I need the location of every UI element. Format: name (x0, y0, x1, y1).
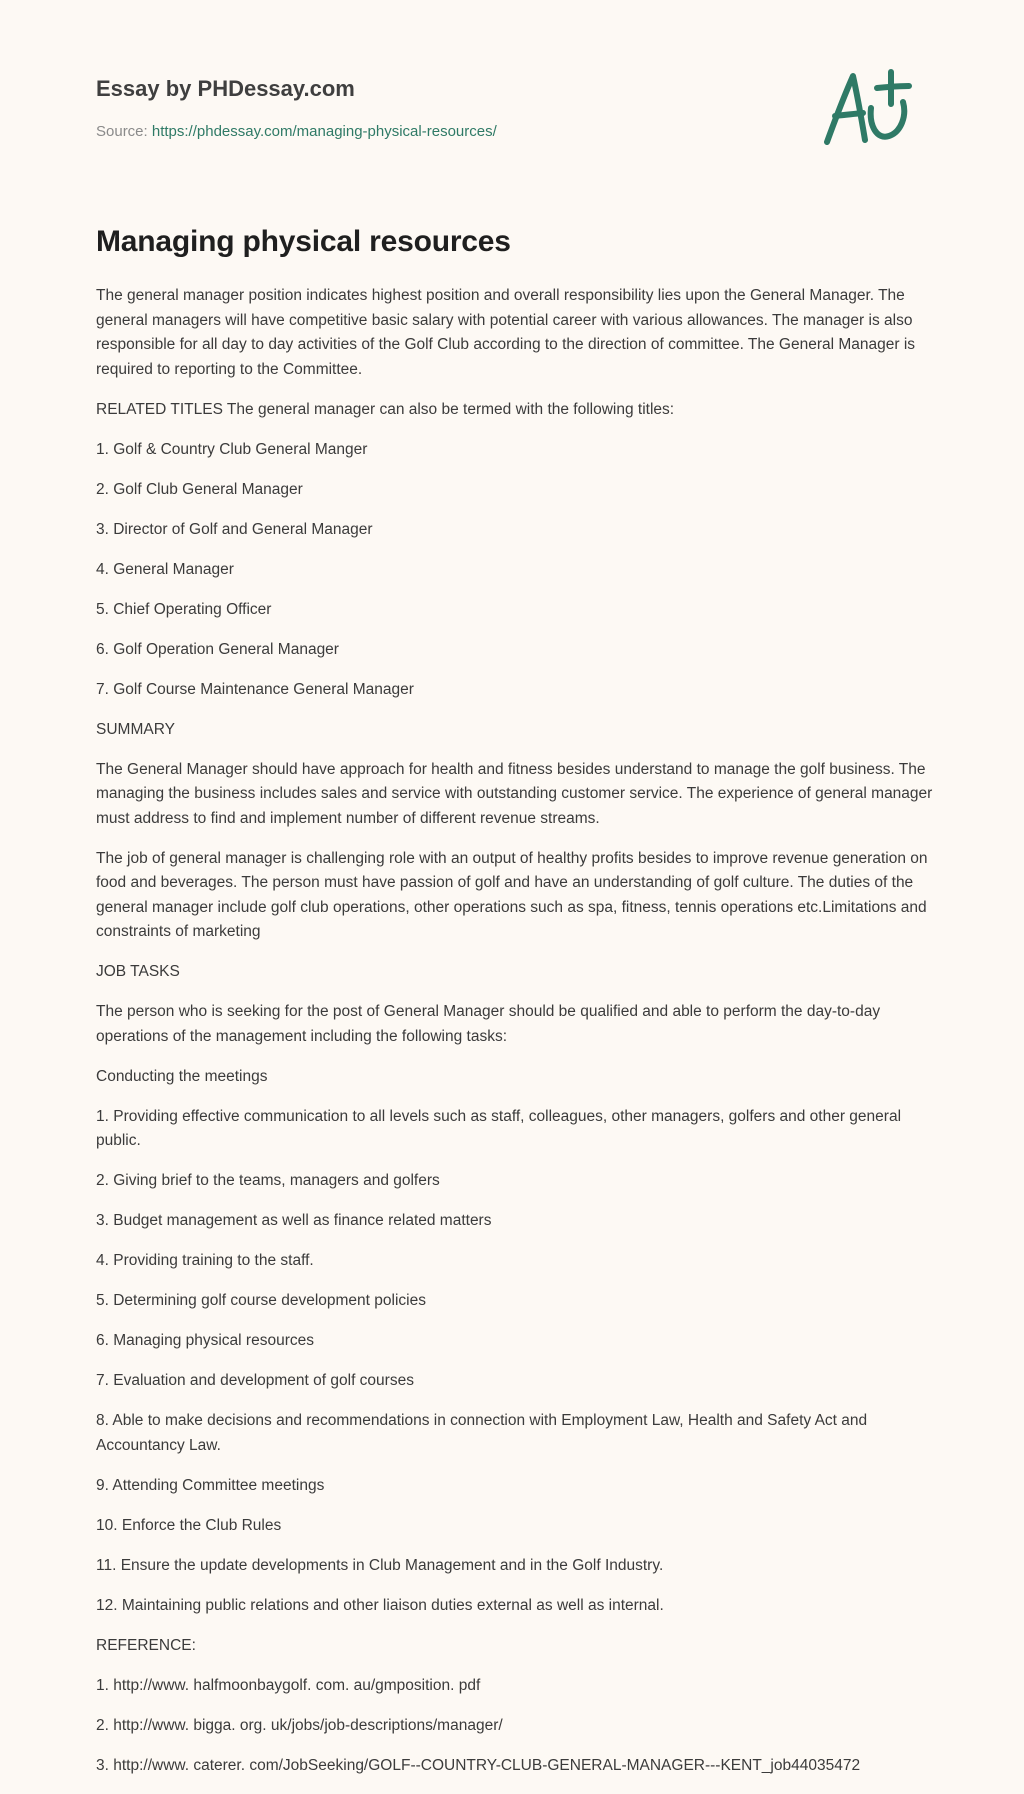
essay-paragraph: 11. Ensure the update developments in Club Management and in the Golf Industry. (96, 1556, 664, 1574)
essay-paragraph: 3. Budget management as well as finance related matters (96, 1212, 492, 1229)
essay-paragraph: 8. Able to make decisions and recommendations in connection with Employment Law, Health and Safety Act and Accountancy Law. (96, 1412, 868, 1454)
essay-paragraph: The person who is seeking for the post of General Manager should be qualified and able to perform the day-to-day operations of the management including the following tasks: (96, 1003, 881, 1045)
essay-paragraph: 3. Director of Golf and General Manager (96, 520, 373, 538)
essay-paragraph: 4. General Manager (96, 560, 234, 578)
essay-paragraph: JOB TASKS (96, 963, 180, 980)
essay-paragraph: 12. Maintaining public relations and other liaison duties external as well as internal. (96, 1596, 664, 1614)
essay-paragraph: 3. http://www. caterer. com/JobSeeking/GOLF--COUNTRY-CLUB-GENERAL-MANAGER---KENT_job44035472 (96, 1756, 861, 1774)
essay-paragraph: 7. Golf Course Maintenance General Manager (96, 680, 414, 698)
source-label: Source: (96, 123, 148, 140)
essay-paragraph: The general manager position indicates highest position and overall responsibility lies upon the General Manager. The general managers will have competitive basic salary with potential career with various allowances. The manager is also responsible for all day to day activities of the Golf Club according to the direction of committee. The General Manager is required to reporting to the Committee. (96, 287, 916, 378)
essay-paragraph: The General Manager should have approach for health and fitness besides understand to manage the golf business. The managing the business includes sales and service with outstanding customer service. The experience of general manager must address to find and implement number of different revenue streams. (96, 760, 933, 827)
essay-paragraph: 10. Enforce the Club Rules (96, 1516, 282, 1534)
essay-title: Managing physical resources (96, 225, 511, 258)
essay-paragraph: 2. Giving brief to the teams, managers and golfers (96, 1172, 440, 1189)
a-plus-logo-icon (821, 68, 941, 168)
essay-paragraph: 2. http://www. bigga. org. uk/jobs/job-descriptions/manager/ (96, 1716, 503, 1734)
essay-paragraph: 7. Evaluation and development of golf courses (96, 1372, 414, 1389)
source-link[interactable]: https://phdessay.com/managing-physical-resources/ (151, 123, 497, 140)
essay-paragraph: 5. Chief Operating Officer (96, 600, 272, 618)
essay-paragraph: RELATED TITLES The general manager can also be termed with the following titles: (96, 400, 675, 418)
essay-paragraph: 6. Golf Operation General Manager (96, 640, 339, 658)
essay-paragraph: 1. Providing effective communication to all levels such as staff, colleagues, other managers, golfers and other general public. (96, 1107, 902, 1149)
essay-paragraph: 9. Attending Committee meetings (96, 1476, 325, 1494)
essay-paragraph: 1. Golf & Country Club General Manger (96, 440, 368, 458)
essay-paragraph: 2. Golf Club General Manager (96, 480, 303, 498)
essay-paragraph: SUMMARY (96, 720, 175, 738)
essay-paragraph: 5. Determining golf course development policies (96, 1292, 426, 1309)
essay-paragraph: REFERENCE: (96, 1636, 196, 1654)
site-brand: Essay by PHDessay.com (96, 76, 355, 101)
essay-body (96, 284, 936, 1794)
essay-paragraph: The job of general manager is challenging role with an output of healthy profits besides to improve revenue generation on food and beverages. The person must have passion of golf and have an understanding of golf culture. The duties of the general manager include golf club operations, other operations such as spa, fitness, tennis operations etc.Limitations and constraints of marketing (96, 849, 928, 940)
essay-paragraph: 4. Providing training to the staff. (96, 1252, 314, 1269)
essay-paragraph: 6. Managing physical resources (96, 1332, 314, 1349)
essay-paragraph: 1. http://www. halfmoonbaygolf. com. au/gmposition. pdf (96, 1676, 481, 1694)
source-line (96, 123, 497, 140)
essay-paragraph: Conducting the meetings (96, 1067, 268, 1085)
